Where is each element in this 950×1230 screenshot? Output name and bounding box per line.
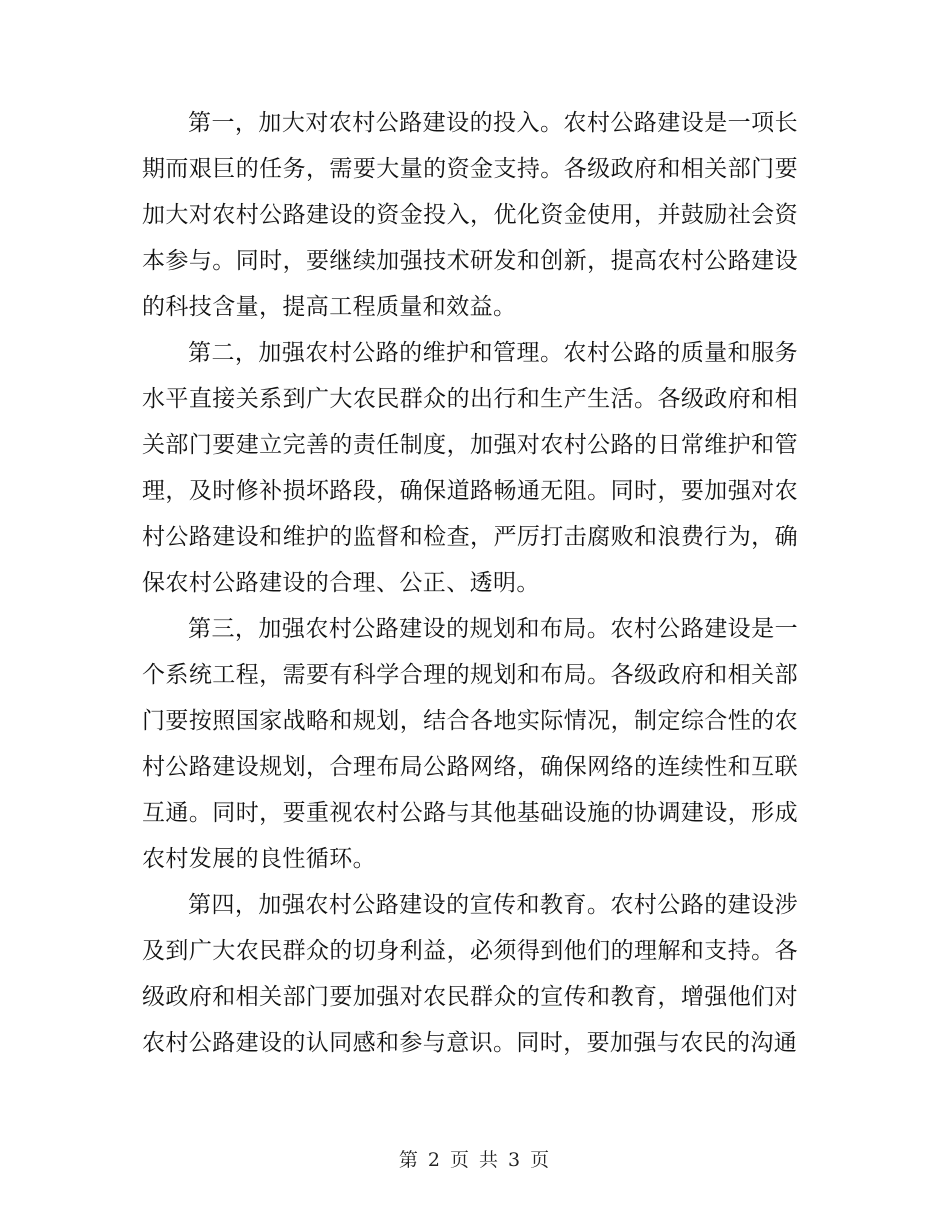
paragraph-4: 第四，加强农村公路建设的宣传和教育。农村公路的建设涉及到广大农民群众的切身利益，必须得到他们的理解和支持。各级政府和相关部门要加强对农民群众的宣传和教育，增强他们对农村公路建设的认同感和参与意识。同时，要加强与农民的沟通 xyxy=(142,892,798,1056)
paragraph-3: 第三，加强农村公路建设的规划和布局。农村公路建设是一个系统工程，需要有科学合理的规划和布局。各级政府和相关部门要按照国家战略和规划，结合各地实际情况，制定综合性的农村公路建设规划，合理布局公路网络，确保网络的连续性和互联互通。同时，要重视农村公路与其他基础设施的协调建设，形成农村发展的良性循环。 xyxy=(142,616,798,872)
page-number-footer: 第 2 页 共 3 页 xyxy=(398,1149,552,1171)
document-body xyxy=(142,100,798,1066)
paragraph-1: 第一，加大对农村公路建设的投入。农村公路建设是一项长期而艰巨的任务，需要大量的资金支持。各级政府和相关部门要加大对农村公路建设的资金投入，优化资金使用，并鼓励社会资本参与。同时，要继续加强技术研发和创新，提高农村公路建设的科技含量，提高工程质量和效益。 xyxy=(142,110,798,320)
paragraph-2: 第二，加强农村公路的维护和管理。农村公路的质量和服务水平直接关系到广大农民群众的出行和生产生活。各级政府和相关部门要建立完善的责任制度，加强对农村公路的日常维护和管理，及时修补损坏路段，确保道路畅通无阻。同时，要加强对农村公路建设和维护的监督和检查，严厉打击腐败和浪费行为，确保农村公路建设的合理、公正、透明。 xyxy=(142,340,798,596)
